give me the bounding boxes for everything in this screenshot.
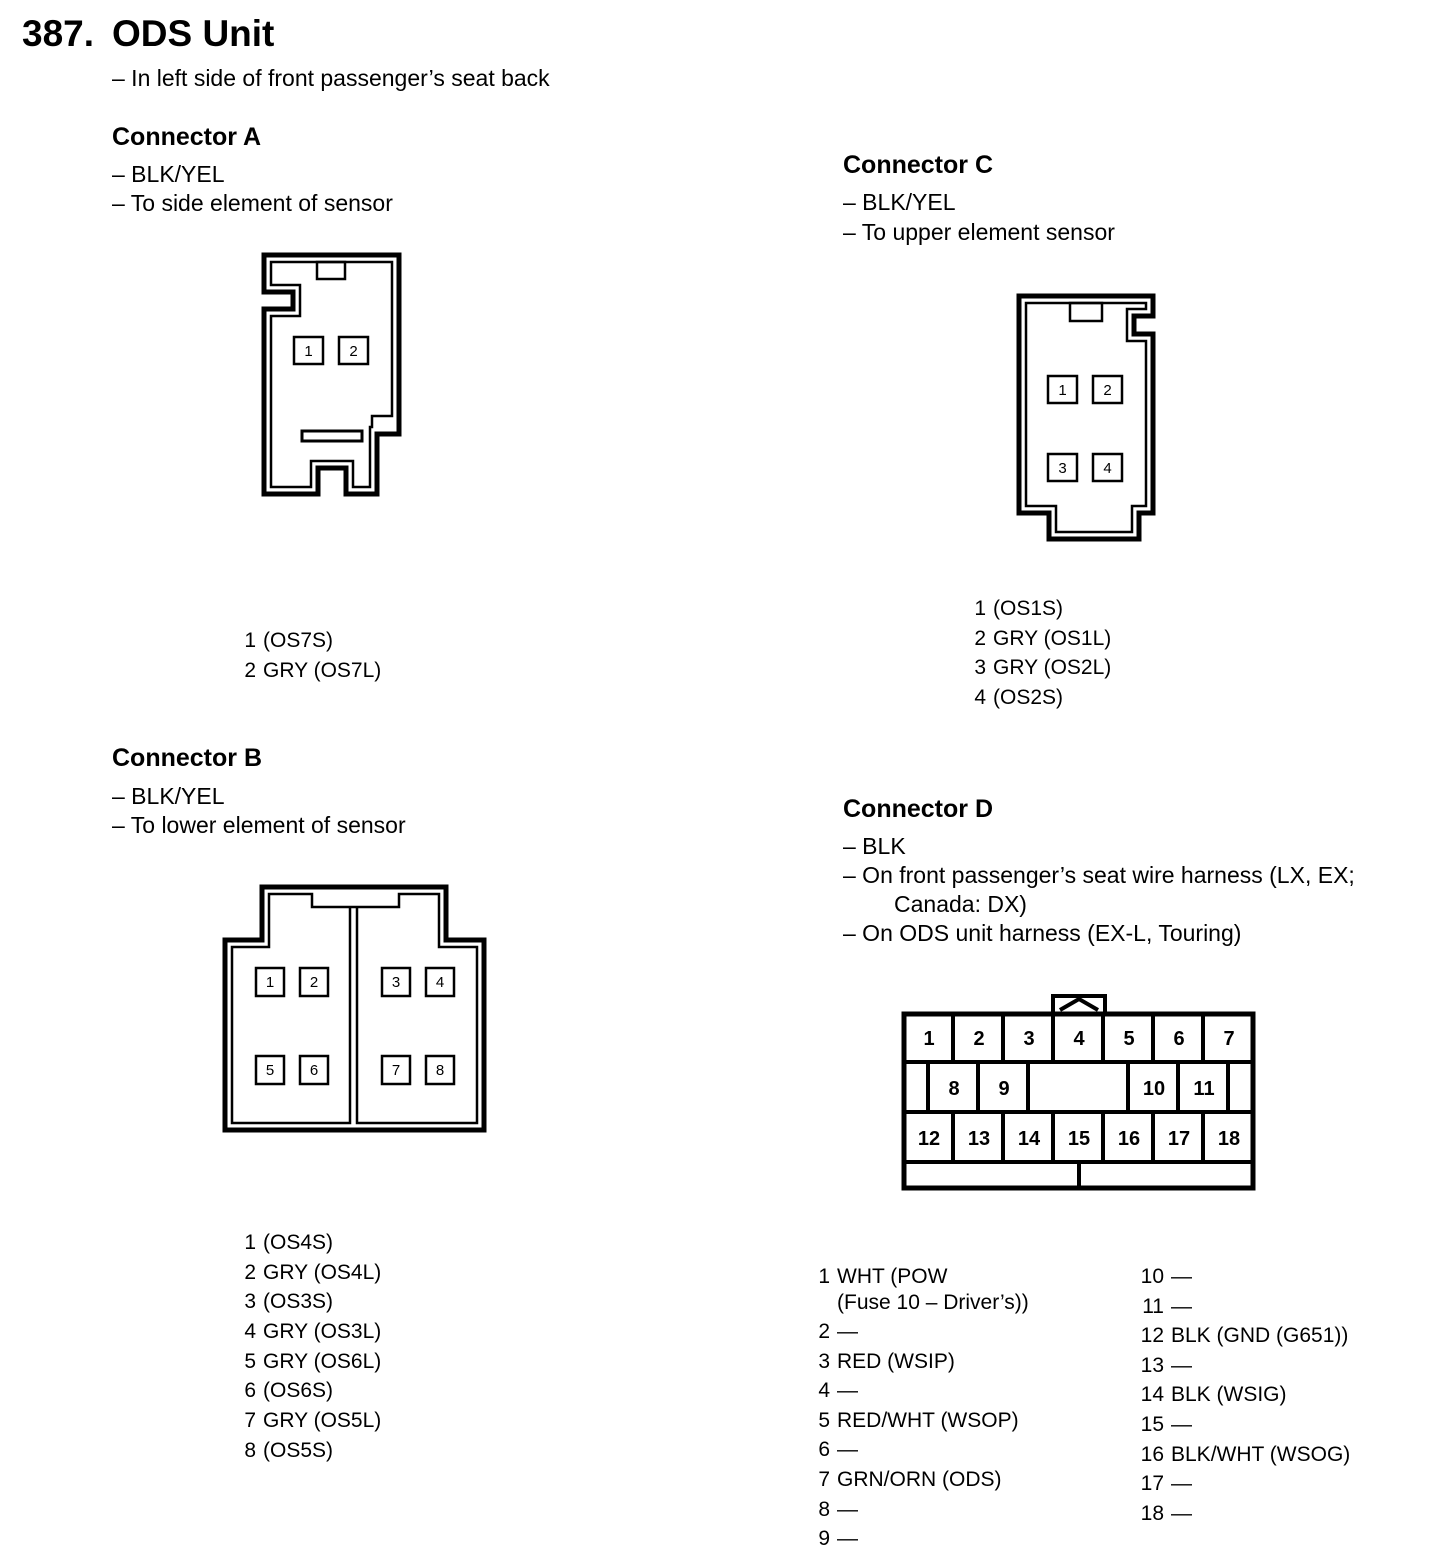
cavity-label: 5: [265, 1062, 275, 1079]
cavity-label: 2: [973, 1028, 985, 1050]
list-item: [232, 1228, 381, 1258]
connector-d-pin-list-right: [1130, 1262, 1350, 1528]
cavity-label: 11: [1193, 1078, 1215, 1100]
pin-number: 1: [244, 1231, 256, 1254]
connector-b-cavity: [256, 968, 284, 996]
cavity-label: 9: [998, 1078, 1010, 1100]
pin-desc: (OS2S): [993, 686, 1064, 710]
connector-b-cavity: [300, 968, 328, 996]
cavity-label: 6: [1173, 1028, 1185, 1050]
list-item: [812, 1347, 1029, 1377]
cavity-label: 7: [391, 1062, 401, 1079]
connector-d-title: Connector D: [843, 795, 993, 823]
pin-number: 4: [244, 1320, 256, 1344]
pin-number: 2: [818, 1320, 830, 1343]
cavity-label: 13: [967, 1128, 991, 1150]
list-item: [962, 653, 1111, 683]
list-item: [1130, 1499, 1350, 1529]
pin-number: 8: [244, 1438, 256, 1462]
pin-number: 18: [1140, 1501, 1164, 1525]
connector-a-diagram: [255, 248, 410, 510]
pin-desc: —: [1171, 1501, 1192, 1525]
list-item: [962, 594, 1111, 624]
pin-number: 1: [244, 629, 256, 652]
pin-desc: GRY (OS6L): [263, 1349, 382, 1373]
pin-number: 7: [818, 1467, 830, 1491]
pin-desc: GRY (OS4L): [263, 1260, 382, 1284]
pin-number: 15: [1140, 1412, 1164, 1436]
pin-desc: RED/WHT (WSOP): [837, 1408, 1019, 1432]
pin-number: 2: [244, 1260, 256, 1284]
pin-desc: —: [1171, 1412, 1192, 1436]
pin-number: 1: [974, 597, 986, 620]
list-item: [232, 1287, 381, 1317]
connector-c-cavity: [1093, 454, 1122, 481]
pin-number: 5: [818, 1408, 830, 1432]
list-item: [812, 1495, 1029, 1525]
cavity-label: 2: [1103, 382, 1112, 399]
connector-c-desc: – To upper element sensor: [843, 219, 1115, 245]
pin-desc: BLK/WHT (WSOG): [1171, 1442, 1351, 1466]
pin-desc: —: [837, 1438, 858, 1462]
connector-a-cavity: [339, 337, 368, 364]
list-item: [232, 626, 381, 656]
cavity-label: 4: [435, 974, 445, 991]
cavity-label: 4: [1103, 460, 1112, 477]
pin-number: 14: [1140, 1383, 1164, 1407]
connector-c-color: – BLK/YEL: [843, 189, 956, 215]
pin-desc: GRY (OS7L): [263, 658, 382, 682]
pin-desc: (OS5S): [263, 1438, 334, 1462]
connector-c-cavity: [1048, 454, 1077, 481]
connector-b-desc: – To lower element of sensor: [112, 812, 406, 838]
pin-desc: —: [837, 1497, 858, 1521]
pin-desc: —: [1171, 1353, 1192, 1377]
pin-desc: GRY (OS3L): [263, 1320, 382, 1344]
connector-d-desc1-cont: Canada: DX): [894, 891, 1027, 917]
connector-b-cavity: [426, 968, 454, 996]
pin-desc: WHT (POW: [837, 1265, 948, 1288]
pin-desc: (OS1S): [993, 597, 1064, 620]
pin-number: 5: [244, 1349, 256, 1373]
pin-desc: —: [1171, 1472, 1192, 1496]
pin-number: 6: [244, 1379, 256, 1403]
connector-d-pin-list-left: [812, 1262, 1029, 1554]
list-item: [812, 1376, 1029, 1406]
cavity-label: 4: [1073, 1028, 1085, 1050]
cavity-label: 3: [1023, 1028, 1035, 1050]
pin-desc: BLK (WSIG): [1171, 1383, 1287, 1407]
pin-number: 10: [1140, 1265, 1164, 1288]
pin-number: 3: [244, 1290, 256, 1314]
cavity-label: 7: [1223, 1028, 1235, 1050]
cavity-label: 14: [1017, 1128, 1041, 1150]
connector-a-color: – BLK/YEL: [112, 161, 225, 187]
connector-b-cavity: [300, 1056, 328, 1084]
list-item: [232, 1347, 381, 1377]
pin-desc: (OS4S): [263, 1231, 334, 1254]
cavity-label: 1: [1058, 382, 1067, 399]
list-item: [812, 1435, 1029, 1465]
list-item: [1130, 1262, 1350, 1292]
pin-number: 1: [818, 1265, 830, 1288]
cavity-label: 1: [265, 974, 275, 991]
pin-number: 13: [1140, 1353, 1164, 1377]
pin-desc: —: [1171, 1265, 1192, 1288]
cavity-label: 10: [1142, 1078, 1166, 1100]
pin-number: 3: [974, 656, 986, 680]
connector-b-cavity: [382, 1056, 410, 1084]
pin-number: 6: [818, 1438, 830, 1462]
connector-a-cavity: [294, 337, 323, 364]
list-item: [1130, 1321, 1350, 1351]
connector-a-title: Connector A: [112, 123, 262, 151]
cavity-label: 16: [1117, 1128, 1141, 1150]
connector-b-cavity: [256, 1056, 284, 1084]
pin-desc: GRN/ORN (ODS): [837, 1467, 1002, 1491]
cavity-label: 2: [349, 343, 358, 360]
pin-desc: —: [837, 1527, 858, 1551]
list-item: [812, 1317, 1029, 1347]
pin-number: 4: [818, 1379, 830, 1403]
cavity-label: 8: [948, 1078, 960, 1100]
list-item: [812, 1465, 1029, 1495]
pin-number: 16: [1140, 1442, 1164, 1466]
pin-number: 17: [1140, 1472, 1164, 1496]
connector-d-diagram: [895, 990, 1265, 1196]
list-item: [812, 1524, 1029, 1554]
list-item: [232, 1317, 381, 1347]
pin-number: 2: [244, 658, 256, 682]
pin-desc-cont: (Fuse 10 – Driver’s)): [837, 1290, 1029, 1314]
list-item: [962, 624, 1111, 654]
cavity-label: 8: [435, 1062, 445, 1079]
list-item: [232, 1406, 381, 1436]
pin-number: 3: [818, 1349, 830, 1373]
pin-number: 9: [818, 1527, 830, 1551]
cavity-label: 3: [391, 974, 401, 991]
list-item: [232, 656, 381, 686]
page-title: ODS Unit: [112, 13, 275, 54]
list-item: [1130, 1469, 1350, 1499]
pin-desc: (OS7S): [263, 629, 334, 652]
list-item: [1130, 1351, 1350, 1381]
connector-c-cavity: [1048, 376, 1077, 403]
cavity-label: 1: [923, 1028, 935, 1050]
cavity-label: 12: [917, 1128, 941, 1150]
connector-a-pin-list: [232, 626, 381, 685]
connector-a-desc: – To side element of sensor: [112, 190, 393, 216]
list-item: [232, 1436, 381, 1466]
pin-desc: —: [1171, 1294, 1192, 1318]
connector-c-title: Connector C: [843, 151, 993, 179]
cavity-label: 3: [1058, 460, 1067, 477]
pin-number: 11: [1142, 1294, 1164, 1318]
list-item: [1130, 1440, 1350, 1470]
pin-desc: —: [837, 1320, 858, 1343]
pin-desc: (OS6S): [263, 1379, 334, 1403]
cavity-label: 5: [1123, 1028, 1135, 1050]
list-item: [1130, 1410, 1350, 1440]
pin-number: 4: [974, 686, 986, 710]
pin-desc: —: [837, 1379, 858, 1403]
cavity-label: 15: [1067, 1128, 1091, 1150]
cavity-label: 18: [1217, 1128, 1241, 1150]
list-item: [1130, 1292, 1350, 1322]
list-item: [1130, 1380, 1350, 1410]
pin-number: 8: [818, 1497, 830, 1521]
list-item: [812, 1406, 1029, 1436]
connector-c-cavity: [1093, 376, 1122, 403]
pin-desc: GRY (OS1L): [993, 626, 1112, 650]
pin-desc: GRY (OS5L): [263, 1409, 382, 1433]
cavity-label: 6: [309, 1062, 319, 1079]
connector-b-title: Connector B: [112, 744, 262, 772]
connector-c-pin-list: [962, 594, 1111, 713]
connector-c-diagram: [1010, 287, 1165, 549]
connector-d-desc2: – On ODS unit harness (EX-L, Touring): [843, 920, 1242, 946]
connector-b-pin-list: [232, 1228, 381, 1466]
page-number: 387.: [22, 13, 95, 54]
pin-desc: GRY (OS2L): [993, 656, 1112, 680]
connector-d-color: – BLK: [843, 833, 906, 859]
connector-b-cavity: [382, 968, 410, 996]
connector-b-cavity: [426, 1056, 454, 1084]
cavity-label: 2: [309, 974, 319, 991]
list-item: [232, 1376, 381, 1406]
cavity-label: 1: [304, 343, 313, 360]
pin-number: 2: [974, 626, 986, 650]
pin-desc: BLK (GND (G651)): [1171, 1324, 1349, 1348]
connector-b-diagram: [218, 880, 493, 1140]
unit-location: – In left side of front passenger’s seat back: [112, 65, 550, 91]
list-item: [232, 1258, 381, 1288]
cavity-label: 17: [1167, 1128, 1191, 1150]
list-item: [962, 683, 1111, 713]
pin-number: 12: [1140, 1324, 1164, 1348]
pin-desc: RED (WSIP): [837, 1349, 955, 1373]
connector-d-desc1: – On front passenger’s seat wire harness (LX, EX;: [843, 862, 1355, 888]
connector-b-color: – BLK/YEL: [112, 783, 225, 809]
pin-number: 7: [244, 1409, 256, 1433]
list-item: [812, 1262, 1029, 1317]
pin-desc: (OS3S): [263, 1290, 334, 1314]
